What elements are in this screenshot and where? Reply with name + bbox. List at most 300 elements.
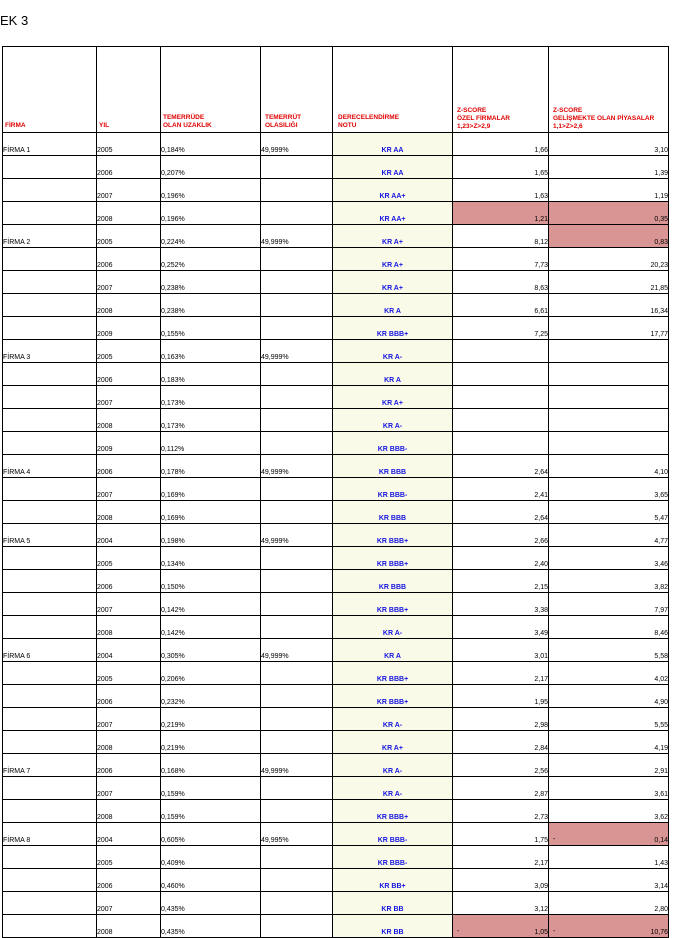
table-row: [3, 317, 669, 340]
firma-cell: [3, 271, 97, 294]
firma-cell: [3, 892, 97, 915]
z-ozel-cell-value: 2,98: [534, 722, 548, 729]
table-row: [3, 570, 669, 593]
header-olasilik: [261, 47, 333, 133]
z-gelismekte-cell-value: 3,14: [654, 883, 668, 890]
firma-cell: [3, 754, 97, 777]
rating-cell-value: KR A-: [382, 354, 403, 361]
firma-cell: [3, 340, 97, 363]
firma-cell: [3, 317, 97, 340]
z-gelismekte-cell: [549, 915, 669, 938]
yil-cell-value: 2006: [97, 377, 113, 384]
z-ozel-cell: [453, 156, 549, 179]
olasilik-cell: [261, 915, 333, 938]
z-ozel-cell-value: 2,84: [534, 745, 548, 752]
z-gelismekte-cell-value: 1,39: [654, 170, 668, 177]
uzaklik-cell: [161, 455, 261, 478]
uzaklik-cell-value: 0,206%: [161, 676, 185, 683]
firma-cell: [3, 731, 97, 754]
z-ozel-cell-value: 2,64: [534, 515, 548, 522]
table-row: [3, 501, 669, 524]
table-row: [3, 639, 669, 662]
z-gelismekte-cell: [549, 892, 669, 915]
olasilik-cell: [261, 708, 333, 731]
olasilik-cell: [261, 179, 333, 202]
rating-cell: [333, 616, 453, 639]
z-gelismekte-cell: [549, 570, 669, 593]
z-ozel-cell: [453, 662, 549, 685]
table-row: [3, 892, 669, 915]
z-ozel-cell: [453, 271, 549, 294]
z-ozel-cell-value: 2,41: [534, 492, 548, 499]
rating-cell: [333, 593, 453, 616]
rating-cell: [333, 823, 453, 846]
z-ozel-cell-value: 7,73: [534, 262, 548, 269]
firma-cell-value: FİRMA 8: [3, 837, 31, 844]
header-yil: YIL: [97, 47, 161, 133]
uzaklik-cell: [161, 800, 261, 823]
uzaklik-cell-value: 0,435%: [161, 906, 185, 913]
z-ozel-cell-value: 2,17: [534, 860, 548, 867]
header-z-gelismekte-line-2: GELİŞMEKTE OLAN PİYASALAR: [553, 115, 655, 122]
header-notu-line-1: DERECELENDİRME: [338, 114, 400, 121]
z-ozel-cell: [453, 547, 549, 570]
rating-cell-value: KR A+: [382, 745, 403, 752]
z-ozel-cell-value: 2,56: [534, 768, 548, 775]
rating-cell: [333, 363, 453, 386]
olasilik-cell: [261, 524, 333, 547]
table-row: [3, 777, 669, 800]
rating-cell-value: KR A: [384, 377, 401, 384]
z-gelismekte-cell-value: 17,77: [650, 331, 668, 338]
z-gelismekte-cell-value: 3,65: [654, 492, 668, 499]
z-ozel-cell: [453, 478, 549, 501]
yil-cell: [97, 639, 161, 662]
z-gelismekte-cell: [549, 501, 669, 524]
uzaklik-cell: [161, 386, 261, 409]
z-gelismekte-cell-value: 4,02: [654, 676, 668, 683]
z-ozel-cell-value: 2,66: [534, 538, 548, 545]
rating-cell: [333, 662, 453, 685]
rating-cell: [333, 501, 453, 524]
z-ozel-cell: [453, 915, 549, 938]
z-gelismekte-cell-value: 7,97: [654, 607, 668, 614]
rating-cell-value: KR BBB+: [376, 607, 409, 614]
yil-cell-value: 2007: [97, 285, 113, 292]
z-ozel-cell-value: 3,49: [534, 630, 548, 637]
olasilik-cell: [261, 225, 333, 248]
rating-cell: [333, 179, 453, 202]
uzaklik-cell-value: 0,198%: [161, 538, 185, 545]
olasilik-cell: [261, 248, 333, 271]
yil-cell: [97, 294, 161, 317]
yil-cell-value: 2007: [97, 791, 113, 798]
uzaklik-cell: [161, 248, 261, 271]
z-ozel-cell-value: 3,38: [534, 607, 548, 614]
header-z-gelismekte-line-1: Z-SCORE: [553, 107, 583, 114]
z-gelismekte-cell: [549, 869, 669, 892]
firma-cell: [3, 248, 97, 271]
yil-cell: [97, 662, 161, 685]
rating-cell: [333, 133, 453, 156]
olasilik-cell: [261, 777, 333, 800]
rating-cell-value: KR AA: [381, 170, 404, 177]
firma-cell-value: FİRMA 4: [3, 469, 31, 476]
yil-cell: [97, 317, 161, 340]
z-gelismekte-cell: [549, 616, 669, 639]
yil-cell-value: 2007: [97, 492, 113, 499]
yil-cell-value: 2004: [97, 837, 113, 844]
olasilik-cell-value: 49,999%: [261, 354, 289, 361]
yil-cell-value: 2009: [97, 331, 113, 338]
yil-cell: [97, 616, 161, 639]
uzaklik-cell-value: 0,224%: [161, 239, 185, 246]
z-gelismekte-cell-value: 3,10: [654, 147, 668, 154]
uzaklik-cell: [161, 616, 261, 639]
z-ozel-cell: [453, 179, 549, 202]
uzaklik-cell-value: 0,409%: [161, 860, 185, 867]
z-ozel-cell: [453, 524, 549, 547]
yil-cell-value: 2008: [97, 814, 113, 821]
z-gelismekte-cell-value: 5,58: [654, 653, 668, 660]
rating-cell-value: KR A-: [382, 630, 403, 637]
z-ozel-cell-value: 1,65: [534, 170, 548, 177]
yil-cell: [97, 869, 161, 892]
header-z-gelismekte: [549, 47, 669, 133]
uzaklik-cell-value: 0,142%: [161, 630, 185, 637]
rating-cell-value: KR AA: [381, 147, 404, 154]
z-gelismekte-cell-value: 1,19: [654, 193, 668, 200]
yil-cell-value: 2008: [97, 515, 113, 522]
minus-sign: -: [553, 836, 556, 843]
olasilik-cell: [261, 570, 333, 593]
header-firma: FİRMA: [3, 47, 97, 133]
uzaklik-cell-value: 0,238%: [161, 308, 185, 315]
uzaklik-cell: [161, 501, 261, 524]
rating-cell: [333, 340, 453, 363]
yil-cell-value: 2009: [97, 446, 113, 453]
z-ozel-cell: [453, 800, 549, 823]
rating-cell-value: KR BBB+: [376, 676, 409, 683]
z-ozel-cell: [453, 754, 549, 777]
rating-cell-value: KR BBB-: [377, 492, 408, 499]
olasilik-cell: [261, 501, 333, 524]
z-gelismekte-cell: [549, 225, 669, 248]
rating-cell-value: KR BB+: [379, 883, 406, 890]
z-gelismekte-cell: [549, 846, 669, 869]
z-ozel-cell: [453, 892, 549, 915]
rating-cell: [333, 547, 453, 570]
firma-cell-value: FİRMA 1: [3, 147, 31, 154]
uzaklik-cell-value: 0,305%: [161, 653, 185, 660]
z-ozel-cell: [453, 432, 549, 455]
rating-cell: [333, 869, 453, 892]
yil-cell: [97, 432, 161, 455]
header-z-ozel-line-3: 1,23>Z>2,9: [457, 123, 491, 130]
z-gelismekte-cell-value: 21,85: [650, 285, 668, 292]
header-uzaklik-line-1: TEMERRÜDE: [163, 114, 205, 121]
rating-cell-value: KR AA+: [379, 193, 406, 200]
uzaklik-cell-value: 0,184%: [161, 147, 185, 154]
z-gelismekte-cell: [549, 271, 669, 294]
yil-cell-value: 2007: [97, 400, 113, 407]
uzaklik-cell: [161, 179, 261, 202]
rating-cell-value: KR BBB: [378, 469, 407, 476]
yil-cell-value: 2006: [97, 469, 113, 476]
table-row: [3, 478, 669, 501]
header-row: [3, 47, 669, 133]
firma-cell: [3, 869, 97, 892]
firma-cell: [3, 432, 97, 455]
minus-sign: -: [457, 928, 460, 935]
uzaklik-cell: [161, 708, 261, 731]
z-gelismekte-cell-value: 4,77: [654, 538, 668, 545]
yil-cell: [97, 731, 161, 754]
uzaklik-cell: [161, 547, 261, 570]
rating-cell: [333, 570, 453, 593]
uzaklik-cell-value: 0,168%: [161, 768, 185, 775]
table-row: [3, 432, 669, 455]
rating-cell-value: KR BBB: [378, 515, 407, 522]
yil-cell-value: 2006: [97, 262, 113, 269]
table-row: [3, 248, 669, 271]
firma-cell: [3, 800, 97, 823]
table-row: [3, 363, 669, 386]
yil-cell-value: 2006: [97, 699, 113, 706]
z-gelismekte-cell-value: 2,80: [654, 906, 668, 913]
z-ozel-cell-value: 1,21: [534, 216, 548, 223]
uzaklik-cell: [161, 478, 261, 501]
rating-cell: [333, 524, 453, 547]
z-gelismekte-cell: [549, 800, 669, 823]
firma-cell: [3, 593, 97, 616]
firma-cell-value: FİRMA 6: [3, 653, 31, 660]
rating-cell: [333, 892, 453, 915]
firma-cell: [3, 478, 97, 501]
uzaklik-cell: [161, 915, 261, 938]
yil-cell: [97, 754, 161, 777]
header-z-ozel-line-2: ÖZEL FİRMALAR: [457, 115, 510, 122]
yil-cell: [97, 156, 161, 179]
rating-cell-value: KR BBB+: [376, 331, 409, 338]
uzaklik-cell: [161, 340, 261, 363]
yil-cell-value: 2007: [97, 906, 113, 913]
yil-cell-value: 2008: [97, 308, 113, 315]
z-gelismekte-cell-value: 4,10: [654, 469, 668, 476]
uzaklik-cell-value: 0,173%: [161, 423, 185, 430]
z-ozel-cell: [453, 685, 549, 708]
z-ozel-cell: [453, 846, 549, 869]
uzaklik-cell: [161, 662, 261, 685]
firma-cell: [3, 915, 97, 938]
table-row: [3, 754, 669, 777]
z-gelismekte-cell-value: 20,23: [650, 262, 668, 269]
yil-cell: [97, 202, 161, 225]
firma-cell: [3, 777, 97, 800]
uzaklik-cell-value: 0,219%: [161, 745, 185, 752]
uzaklik-cell: [161, 271, 261, 294]
olasilik-cell: [261, 363, 333, 386]
z-ozel-cell: [453, 225, 549, 248]
rating-cell-value: KR A-: [382, 423, 403, 430]
rating-cell: [333, 225, 453, 248]
rating-cell: [333, 409, 453, 432]
rating-cell-value: KR A+: [382, 239, 403, 246]
rating-cell: [333, 386, 453, 409]
z-ozel-cell: [453, 294, 549, 317]
z-gelismekte-cell-value: 0,83: [654, 239, 668, 246]
olasilik-cell: [261, 547, 333, 570]
z-ozel-cell-value: 2,73: [534, 814, 548, 821]
z-gelismekte-cell-value: 5,55: [654, 722, 668, 729]
yil-cell-value: 2007: [97, 193, 113, 200]
z-ozel-cell: [453, 386, 549, 409]
yil-cell-value: 2006: [97, 170, 113, 177]
yil-cell-value: 2006: [97, 883, 113, 890]
z-ozel-cell: [453, 202, 549, 225]
rating-cell-value: KR BBB+: [376, 699, 409, 706]
z-ozel-cell: [453, 340, 549, 363]
uzaklik-cell-value: 0,219%: [161, 722, 185, 729]
firma-cell: [3, 179, 97, 202]
rating-cell: [333, 156, 453, 179]
z-gelismekte-cell: [549, 593, 669, 616]
rating-cell: [333, 685, 453, 708]
z-gelismekte-cell: [549, 202, 669, 225]
z-ozel-cell: [453, 409, 549, 432]
uzaklik-cell-value: 0,178%: [161, 469, 185, 476]
uzaklik-cell: [161, 432, 261, 455]
rating-cell-value: KR BBB-: [377, 860, 408, 867]
header-uzaklik-line-2: OLAN UZAKLIK: [163, 122, 212, 129]
z-gelismekte-cell-value: 5,47: [654, 515, 668, 522]
uzaklik-cell-value: 0,196%: [161, 216, 185, 223]
uzaklik-cell: [161, 892, 261, 915]
z-ozel-cell: [453, 731, 549, 754]
z-gelismekte-cell: [549, 340, 669, 363]
z-ozel-cell: [453, 593, 549, 616]
olasilik-cell: [261, 754, 333, 777]
z-ozel-cell-value: 1,95: [534, 699, 548, 706]
z-gelismekte-cell: [549, 478, 669, 501]
z-ozel-cell: [453, 133, 549, 156]
z-ozel-cell: [453, 869, 549, 892]
rating-cell: [333, 202, 453, 225]
olasilik-cell: [261, 386, 333, 409]
firma-cell: [3, 156, 97, 179]
z-gelismekte-cell-value: 3,82: [654, 584, 668, 591]
yil-cell: [97, 593, 161, 616]
uzaklik-cell: [161, 846, 261, 869]
firma-cell: [3, 363, 97, 386]
z-ozel-cell-value: 3,09: [534, 883, 548, 890]
olasilik-cell: [261, 892, 333, 915]
z-ozel-cell-value: 3,01: [534, 653, 548, 660]
uzaklik-cell: [161, 639, 261, 662]
uzaklik-cell: [161, 731, 261, 754]
rating-cell: [333, 432, 453, 455]
firma-cell: [3, 294, 97, 317]
yil-cell: [97, 133, 161, 156]
firma-cell: [3, 823, 97, 846]
z-ozel-cell-value: 1,75: [534, 837, 548, 844]
rating-cell: [333, 915, 453, 938]
rating-cell-value: KR A-: [382, 791, 403, 798]
z-gelismekte-cell-value: 4,19: [654, 745, 668, 752]
z-gelismekte-cell: [549, 363, 669, 386]
header-olasilik-line-1: TEMERRÜT: [265, 114, 302, 121]
z-ozel-cell-value: 2,40: [534, 561, 548, 568]
yil-cell: [97, 524, 161, 547]
uzaklik-cell-value: 0,183%: [161, 377, 185, 384]
z-gelismekte-cell-value: 8,46: [654, 630, 668, 637]
uzaklik-cell-value: 0,112%: [161, 446, 185, 453]
olasilik-cell: [261, 478, 333, 501]
uzaklik-cell-value: 0,252%: [161, 262, 185, 269]
yil-cell-value: 2004: [97, 538, 113, 545]
table-row: [3, 662, 669, 685]
firma-cell: [3, 386, 97, 409]
rating-cell: [333, 271, 453, 294]
yil-cell: [97, 823, 161, 846]
rating-cell-value: KR AA+: [379, 216, 406, 223]
yil-cell: [97, 685, 161, 708]
yil-cell-value: 2005: [97, 239, 113, 246]
z-gelismekte-cell: [549, 317, 669, 340]
uzaklik-cell-value: 0,169%: [161, 515, 185, 522]
firma-cell: [3, 570, 97, 593]
table-row: [3, 708, 669, 731]
header-z-ozel: [453, 47, 549, 133]
firma-cell: [3, 409, 97, 432]
rating-cell-value: KR A-: [382, 722, 403, 729]
firma-cell: [3, 708, 97, 731]
yil-cell-value: 2008: [97, 423, 113, 430]
olasilik-cell: [261, 869, 333, 892]
table-row: [3, 731, 669, 754]
yil-cell-value: 2005: [97, 860, 113, 867]
olasilik-cell: [261, 593, 333, 616]
z-ozel-cell-value: 1,05: [534, 929, 548, 936]
z-ozel-cell-value: 2,87: [534, 791, 548, 798]
firma-cell-value: FİRMA 2: [3, 239, 31, 246]
z-gelismekte-cell-value: 1,43: [654, 860, 668, 867]
header-uzaklik: [161, 47, 261, 133]
uzaklik-cell: [161, 156, 261, 179]
uzaklik-cell-value: 0,605%: [161, 837, 185, 844]
firma-cell: [3, 616, 97, 639]
z-gelismekte-cell: [549, 823, 669, 846]
firma-cell: [3, 225, 97, 248]
z-gelismekte-cell: [549, 685, 669, 708]
table-row: [3, 685, 669, 708]
z-gelismekte-cell: [549, 639, 669, 662]
olasilik-cell: [261, 639, 333, 662]
rating-cell: [333, 708, 453, 731]
z-ozel-cell: [453, 616, 549, 639]
olasilik-cell: [261, 455, 333, 478]
uzaklik-cell-value: 0,169%: [161, 492, 185, 499]
uzaklik-cell: [161, 777, 261, 800]
yil-cell: [97, 248, 161, 271]
z-gelismekte-cell: [549, 432, 669, 455]
olasilik-cell: [261, 133, 333, 156]
olasilik-cell-value: 49,995%: [261, 837, 289, 844]
yil-cell: [97, 340, 161, 363]
yil-cell-value: 2004: [97, 653, 113, 660]
z-gelismekte-cell: [549, 547, 669, 570]
z-gelismekte-cell: [549, 708, 669, 731]
